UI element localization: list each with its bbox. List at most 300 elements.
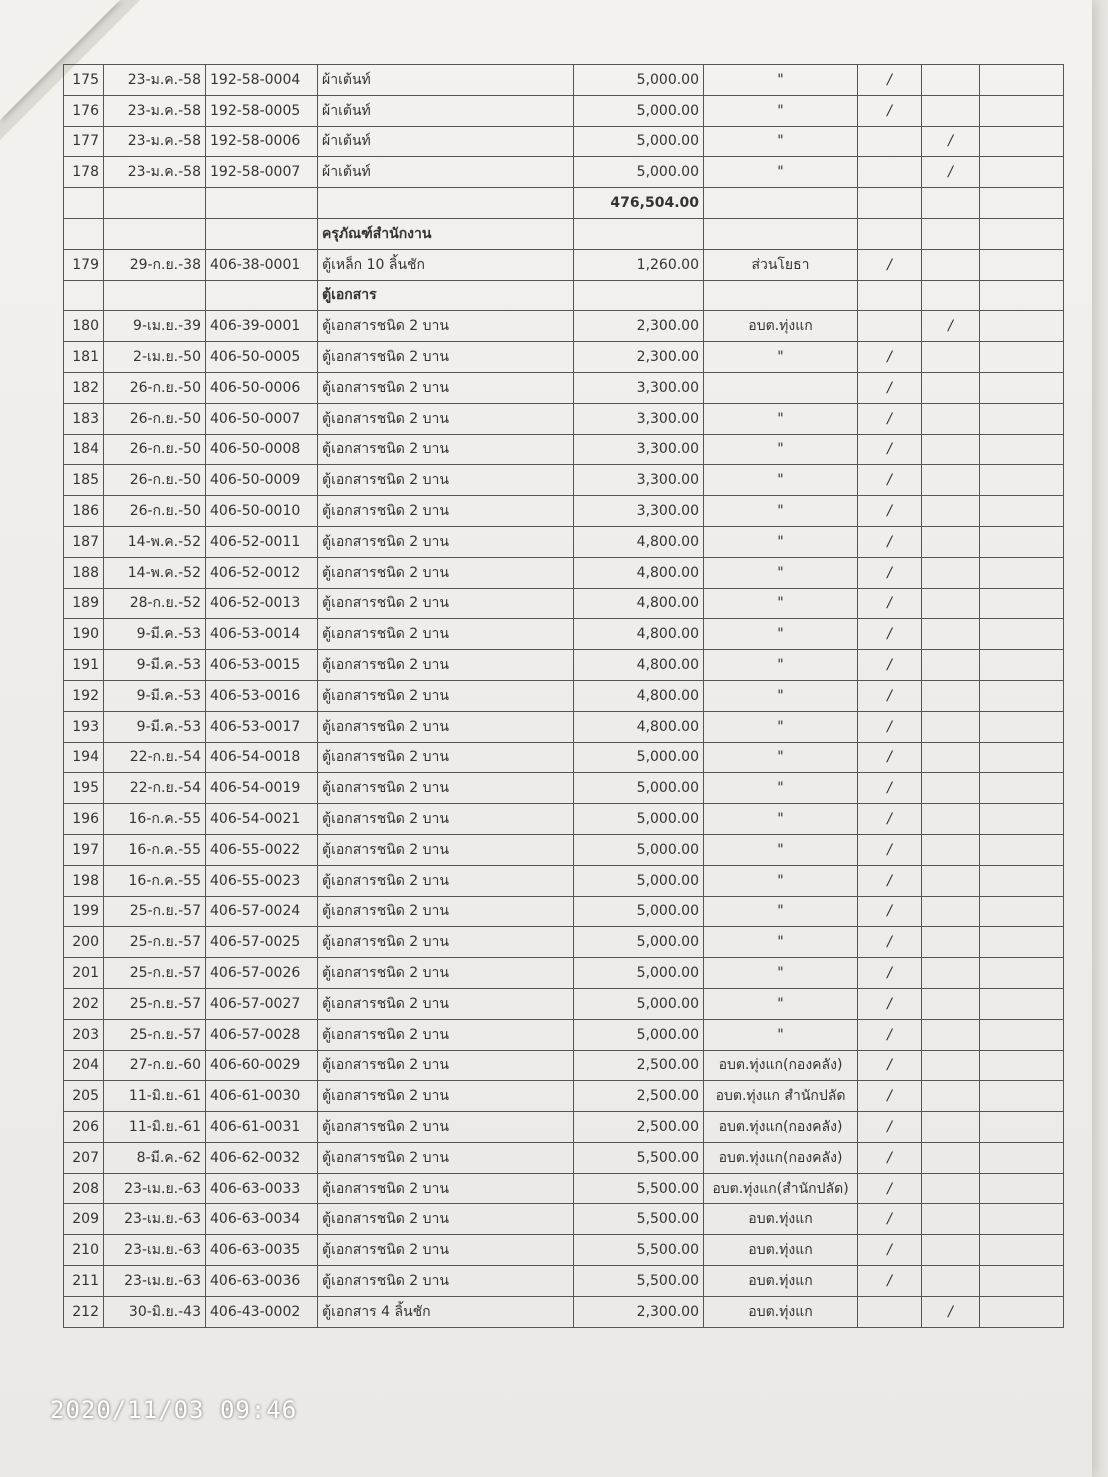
status-mark-cell-1 <box>858 126 922 157</box>
status-mark-cell-1: / <box>858 588 922 619</box>
status-mark-cell-1: / <box>858 680 922 711</box>
row-number-cell: 195 <box>64 773 104 804</box>
amount-cell: 5,000.00 <box>574 804 704 835</box>
table-row <box>64 988 1064 1019</box>
status-mark-cell-2 <box>922 865 980 896</box>
subtotal-row <box>64 188 1064 219</box>
row-number-cell <box>64 218 104 249</box>
status-mark-cell-1 <box>858 311 922 342</box>
row-number-cell: 175 <box>64 65 104 96</box>
row-number-cell: 207 <box>64 1142 104 1173</box>
item-name-cell: ตู้เอกสารชนิด 2 บาน <box>318 526 574 557</box>
status-mark-cell-1: / <box>858 650 922 681</box>
table-row <box>64 311 1064 342</box>
table-row <box>64 249 1064 280</box>
row-number-cell: 205 <box>64 1081 104 1112</box>
remarks-cell <box>980 342 1064 373</box>
remarks-cell <box>980 157 1064 188</box>
status-mark-cell-2 <box>922 188 980 219</box>
amount-cell: 4,800.00 <box>574 650 704 681</box>
remarks-cell <box>980 557 1064 588</box>
item-name-cell: ตู้เอกสารชนิด 2 บาน <box>318 434 574 465</box>
remarks-cell <box>980 680 1064 711</box>
amount-cell: 2,500.00 <box>574 1050 704 1081</box>
source-cell: " <box>704 711 858 742</box>
amount-cell: 2,500.00 <box>574 1112 704 1143</box>
source-cell: " <box>704 126 858 157</box>
source-cell <box>704 280 858 311</box>
source-cell: " <box>704 496 858 527</box>
asset-code-cell: 406-50-0005 <box>206 342 318 373</box>
item-name-cell: ตู้เอกสารชนิด 2 บาน <box>318 1142 574 1173</box>
row-number-cell: 206 <box>64 1112 104 1143</box>
item-name-cell: ตู้เอกสารชนิด 2 บาน <box>318 865 574 896</box>
remarks-cell <box>980 188 1064 219</box>
source-cell: " <box>704 1019 858 1050</box>
row-number-cell: 185 <box>64 465 104 496</box>
remarks-cell <box>980 95 1064 126</box>
remarks-cell <box>980 1112 1064 1143</box>
item-name-cell: ตู้เอกสารชนิด 2 บาน <box>318 403 574 434</box>
item-name-cell: ผ้าเต้นท์ <box>318 157 574 188</box>
table-row <box>64 1173 1064 1204</box>
status-mark-cell-2 <box>922 1019 980 1050</box>
status-mark-cell-2 <box>922 403 980 434</box>
status-mark-cell-2 <box>922 927 980 958</box>
source-cell: " <box>704 588 858 619</box>
source-cell <box>704 372 858 403</box>
status-mark-cell-2 <box>922 988 980 1019</box>
status-mark-cell-2 <box>922 496 980 527</box>
remarks-cell <box>980 742 1064 773</box>
item-name-cell: ตู้เอกสารชนิด 2 บาน <box>318 958 574 989</box>
date-cell: 25-ก.ย.-57 <box>104 1019 206 1050</box>
remarks-cell <box>980 1235 1064 1266</box>
amount-cell: 5,000.00 <box>574 773 704 804</box>
asset-code-cell: 406-53-0017 <box>206 711 318 742</box>
asset-code-cell: 406-43-0002 <box>206 1296 318 1327</box>
remarks-cell <box>980 526 1064 557</box>
remarks-cell <box>980 1173 1064 1204</box>
row-number-cell: 194 <box>64 742 104 773</box>
table-row <box>64 742 1064 773</box>
status-mark-cell-1: / <box>858 711 922 742</box>
row-number-cell: 183 <box>64 403 104 434</box>
table-row <box>64 65 1064 96</box>
amount-cell: 5,000.00 <box>574 126 704 157</box>
item-name-cell: ตู้เอกสารชนิด 2 บาน <box>318 496 574 527</box>
item-name-cell: ตู้เอกสารชนิด 2 บาน <box>318 1235 574 1266</box>
row-number-cell: 196 <box>64 804 104 835</box>
table-row <box>64 526 1064 557</box>
row-number-cell: 188 <box>64 557 104 588</box>
item-name-cell: ตู้เอกสารชนิด 2 บาน <box>318 557 574 588</box>
item-name-cell: ตู้เอกสารชนิด 2 บาน <box>318 619 574 650</box>
remarks-cell <box>980 650 1064 681</box>
asset-code-cell: 406-39-0001 <box>206 311 318 342</box>
date-cell: 23-ม.ค.-58 <box>104 157 206 188</box>
source-cell: " <box>704 927 858 958</box>
item-name-cell: ตู้เอกสารชนิด 2 บาน <box>318 742 574 773</box>
remarks-cell <box>980 249 1064 280</box>
item-name-cell: ผ้าเต้นท์ <box>318 95 574 126</box>
table-row <box>64 588 1064 619</box>
table-row <box>64 434 1064 465</box>
status-mark-cell-2 <box>922 218 980 249</box>
remarks-cell <box>980 865 1064 896</box>
date-cell: 11-มิ.ย.-61 <box>104 1112 206 1143</box>
row-number-cell: 190 <box>64 619 104 650</box>
asset-code-cell: 192-58-0004 <box>206 65 318 96</box>
row-number-cell: 210 <box>64 1235 104 1266</box>
asset-code-cell: 406-61-0030 <box>206 1081 318 1112</box>
source-cell: อบต.ทุ่งแก สำนักปลัด <box>704 1081 858 1112</box>
date-cell: 16-ก.ค.-55 <box>104 804 206 835</box>
asset-code-cell: 406-63-0034 <box>206 1204 318 1235</box>
item-name-cell <box>318 188 574 219</box>
remarks-cell <box>980 218 1064 249</box>
status-mark-cell-1: / <box>858 95 922 126</box>
row-number-cell: 203 <box>64 1019 104 1050</box>
asset-code-cell: 406-57-0027 <box>206 988 318 1019</box>
asset-code-cell: 192-58-0005 <box>206 95 318 126</box>
date-cell: 25-ก.ย.-57 <box>104 927 206 958</box>
status-mark-cell-1: / <box>858 465 922 496</box>
source-cell: " <box>704 65 858 96</box>
status-mark-cell-2 <box>922 372 980 403</box>
source-cell: " <box>704 465 858 496</box>
source-cell: " <box>704 619 858 650</box>
item-name-cell: ตู้เอกสารชนิด 2 บาน <box>318 927 574 958</box>
item-name-cell: ตู้เอกสารชนิด 2 บาน <box>318 896 574 927</box>
asset-code-cell: 192-58-0007 <box>206 157 318 188</box>
item-name-cell: ตู้เอกสารชนิด 2 บาน <box>318 1112 574 1143</box>
date-cell: 14-พ.ค.-52 <box>104 557 206 588</box>
row-number-cell: 186 <box>64 496 104 527</box>
status-mark-cell-1 <box>858 280 922 311</box>
source-cell: " <box>704 896 858 927</box>
source-cell: " <box>704 773 858 804</box>
row-number-cell: 189 <box>64 588 104 619</box>
amount-cell: 5,000.00 <box>574 865 704 896</box>
status-mark-cell-2: / <box>922 126 980 157</box>
status-mark-cell-1: / <box>858 1112 922 1143</box>
remarks-cell <box>980 280 1064 311</box>
table-row <box>64 1142 1064 1173</box>
item-name-cell: ผ้าเต้นท์ <box>318 126 574 157</box>
amount-cell <box>574 280 704 311</box>
amount-cell: 5,500.00 <box>574 1142 704 1173</box>
remarks-cell <box>980 311 1064 342</box>
status-mark-cell-1: / <box>858 742 922 773</box>
source-cell: อบต.ทุ่งแก(สำนักปลัด) <box>704 1173 858 1204</box>
date-cell: 14-พ.ค.-52 <box>104 526 206 557</box>
status-mark-cell-2 <box>922 342 980 373</box>
row-number-cell: 201 <box>64 958 104 989</box>
row-number-cell: 198 <box>64 865 104 896</box>
row-number-cell: 179 <box>64 249 104 280</box>
source-cell: อบต.ทุ่งแก <box>704 1266 858 1297</box>
table-row <box>64 157 1064 188</box>
remarks-cell <box>980 834 1064 865</box>
status-mark-cell-2 <box>922 1235 980 1266</box>
status-mark-cell-2: / <box>922 1296 980 1327</box>
asset-code-cell: 406-57-0025 <box>206 927 318 958</box>
amount-cell: 4,800.00 <box>574 711 704 742</box>
table-row <box>64 126 1064 157</box>
date-cell: 16-ก.ค.-55 <box>104 834 206 865</box>
date-cell: 22-ก.ย.-54 <box>104 773 206 804</box>
source-cell: " <box>704 988 858 1019</box>
table-row <box>64 650 1064 681</box>
date-cell: 9-มี.ค.-53 <box>104 650 206 681</box>
status-mark-cell-2 <box>922 1081 980 1112</box>
source-cell: " <box>704 403 858 434</box>
source-cell <box>704 188 858 219</box>
section-header-row <box>64 280 1064 311</box>
amount-cell: 5,000.00 <box>574 896 704 927</box>
asset-code-cell: 406-55-0022 <box>206 834 318 865</box>
item-name-cell: ตู้เอกสารชนิด 2 บาน <box>318 1266 574 1297</box>
asset-code-cell: 406-50-0010 <box>206 496 318 527</box>
status-mark-cell-2 <box>922 804 980 835</box>
item-name-cell: ครุภัณฑ์สำนักงาน <box>318 218 574 249</box>
status-mark-cell-1: / <box>858 619 922 650</box>
date-cell: 23-ม.ค.-58 <box>104 65 206 96</box>
amount-cell: 4,800.00 <box>574 526 704 557</box>
date-cell: 29-ก.ย.-38 <box>104 249 206 280</box>
remarks-cell <box>980 372 1064 403</box>
item-name-cell: ตู้เอกสารชนิด 2 บาน <box>318 834 574 865</box>
status-mark-cell-2 <box>922 1112 980 1143</box>
status-mark-cell-2 <box>922 896 980 927</box>
date-cell: 25-ก.ย.-57 <box>104 958 206 989</box>
date-cell: 9-มี.ค.-53 <box>104 680 206 711</box>
row-number-cell: 204 <box>64 1050 104 1081</box>
source-cell: " <box>704 342 858 373</box>
table-row <box>64 1019 1064 1050</box>
status-mark-cell-1: / <box>858 1173 922 1204</box>
asset-code-cell: 406-52-0013 <box>206 588 318 619</box>
source-cell: " <box>704 742 858 773</box>
amount-cell: 4,800.00 <box>574 557 704 588</box>
remarks-cell <box>980 496 1064 527</box>
table-row <box>64 496 1064 527</box>
date-cell: 26-ก.ย.-50 <box>104 465 206 496</box>
asset-code-cell: 406-38-0001 <box>206 249 318 280</box>
remarks-cell <box>980 1142 1064 1173</box>
status-mark-cell-1: / <box>858 773 922 804</box>
item-name-cell: ตู้เอกสาร 4 ลิ้นชัก <box>318 1296 574 1327</box>
date-cell <box>104 218 206 249</box>
status-mark-cell-2: / <box>922 311 980 342</box>
remarks-cell <box>980 1050 1064 1081</box>
item-name-cell: ผ้าเต้นท์ <box>318 65 574 96</box>
status-mark-cell-1: / <box>858 526 922 557</box>
amount-cell: 5,500.00 <box>574 1173 704 1204</box>
date-cell: 22-ก.ย.-54 <box>104 742 206 773</box>
remarks-cell <box>980 773 1064 804</box>
date-cell: 8-มี.ค.-62 <box>104 1142 206 1173</box>
row-number-cell: 180 <box>64 311 104 342</box>
status-mark-cell-2 <box>922 95 980 126</box>
amount-cell: 2,300.00 <box>574 342 704 373</box>
table-row <box>64 1081 1064 1112</box>
source-cell: " <box>704 865 858 896</box>
date-cell: 26-ก.ย.-50 <box>104 403 206 434</box>
remarks-cell <box>980 988 1064 1019</box>
source-cell: " <box>704 95 858 126</box>
table-row <box>64 619 1064 650</box>
remarks-cell <box>980 1204 1064 1235</box>
asset-code-cell: 406-53-0015 <box>206 650 318 681</box>
status-mark-cell-1: / <box>858 1204 922 1235</box>
table-row <box>64 1266 1064 1297</box>
source-cell: " <box>704 526 858 557</box>
table-row <box>64 1296 1064 1327</box>
table-row <box>64 557 1064 588</box>
amount-cell: 5,000.00 <box>574 65 704 96</box>
row-number-cell: 197 <box>64 834 104 865</box>
amount-cell: 5,000.00 <box>574 742 704 773</box>
date-cell: 11-มิ.ย.-61 <box>104 1081 206 1112</box>
item-name-cell: ตู้เอกสาร <box>318 280 574 311</box>
remarks-cell <box>980 1081 1064 1112</box>
table-row <box>64 1112 1064 1143</box>
photo-timestamp: 2020/11/03 09:46 <box>50 1396 298 1424</box>
row-number-cell: 211 <box>64 1266 104 1297</box>
remarks-cell <box>980 896 1064 927</box>
status-mark-cell-2 <box>922 773 980 804</box>
remarks-cell <box>980 804 1064 835</box>
status-mark-cell-1: / <box>858 927 922 958</box>
status-mark-cell-2 <box>922 249 980 280</box>
row-number-cell: 199 <box>64 896 104 927</box>
table-row <box>64 896 1064 927</box>
table-row <box>64 95 1064 126</box>
status-mark-cell-2 <box>922 650 980 681</box>
asset-code-cell: 406-57-0026 <box>206 958 318 989</box>
date-cell: 23-เม.ย.-63 <box>104 1204 206 1235</box>
table-row <box>64 342 1064 373</box>
amount-cell: 5,000.00 <box>574 927 704 958</box>
remarks-cell <box>980 126 1064 157</box>
table-row <box>64 1235 1064 1266</box>
asset-code-cell <box>206 280 318 311</box>
source-cell: " <box>704 157 858 188</box>
status-mark-cell-2 <box>922 588 980 619</box>
date-cell: 9-มี.ค.-53 <box>104 711 206 742</box>
table-row <box>64 1050 1064 1081</box>
status-mark-cell-1: / <box>858 834 922 865</box>
date-cell: 25-ก.ย.-57 <box>104 896 206 927</box>
item-name-cell: ตู้เหล็ก 10 ลิ้นชัก <box>318 249 574 280</box>
amount-cell: 5,000.00 <box>574 157 704 188</box>
status-mark-cell-1: / <box>858 1019 922 1050</box>
row-number-cell: 177 <box>64 126 104 157</box>
item-name-cell: ตู้เอกสารชนิด 2 บาน <box>318 1173 574 1204</box>
status-mark-cell-1: / <box>858 372 922 403</box>
source-cell: " <box>704 650 858 681</box>
asset-code-cell: 406-63-0036 <box>206 1266 318 1297</box>
table-row <box>64 773 1064 804</box>
source-cell: " <box>704 834 858 865</box>
asset-code-cell: 406-52-0011 <box>206 526 318 557</box>
status-mark-cell-1 <box>858 188 922 219</box>
date-cell: 2-เม.ย.-50 <box>104 342 206 373</box>
asset-code-cell: 406-63-0033 <box>206 1173 318 1204</box>
asset-code-cell: 406-60-0029 <box>206 1050 318 1081</box>
remarks-cell <box>980 711 1064 742</box>
remarks-cell <box>980 927 1064 958</box>
table-row <box>64 958 1064 989</box>
status-mark-cell-1 <box>858 157 922 188</box>
status-mark-cell-2 <box>922 1204 980 1235</box>
item-name-cell: ตู้เอกสารชนิด 2 บาน <box>318 711 574 742</box>
asset-code-cell: 406-52-0012 <box>206 557 318 588</box>
date-cell: 28-ก.ย.-52 <box>104 588 206 619</box>
status-mark-cell-1: / <box>858 342 922 373</box>
source-cell: อบต.ทุ่งแก <box>704 1296 858 1327</box>
source-cell: " <box>704 958 858 989</box>
source-cell: " <box>704 804 858 835</box>
row-number-cell: 208 <box>64 1173 104 1204</box>
table-row <box>64 865 1064 896</box>
row-number-cell: 212 <box>64 1296 104 1327</box>
status-mark-cell-2 <box>922 680 980 711</box>
amount-cell: 3,300.00 <box>574 403 704 434</box>
remarks-cell <box>980 1019 1064 1050</box>
amount-cell: 4,800.00 <box>574 619 704 650</box>
amount-cell: 1,260.00 <box>574 249 704 280</box>
source-cell: อบต.ทุ่งแก <box>704 1204 858 1235</box>
status-mark-cell-1: / <box>858 249 922 280</box>
asset-code-cell <box>206 188 318 219</box>
status-mark-cell-1: / <box>858 403 922 434</box>
amount-cell <box>574 218 704 249</box>
status-mark-cell-1: / <box>858 865 922 896</box>
status-mark-cell-2 <box>922 742 980 773</box>
item-name-cell: ตู้เอกสารชนิด 2 บาน <box>318 1204 574 1235</box>
row-number-cell: 193 <box>64 711 104 742</box>
asset-code-cell: 406-53-0016 <box>206 680 318 711</box>
status-mark-cell-1: / <box>858 1266 922 1297</box>
amount-cell: 5,000.00 <box>574 988 704 1019</box>
amount-cell: 4,800.00 <box>574 588 704 619</box>
status-mark-cell-1: / <box>858 958 922 989</box>
item-name-cell: ตู้เอกสารชนิด 2 บาน <box>318 588 574 619</box>
table-row <box>64 834 1064 865</box>
asset-code-cell: 406-61-0031 <box>206 1112 318 1143</box>
row-number-cell: 184 <box>64 434 104 465</box>
status-mark-cell-1: / <box>858 804 922 835</box>
status-mark-cell-2 <box>922 1266 980 1297</box>
table-row <box>64 403 1064 434</box>
date-cell: 23-ม.ค.-58 <box>104 95 206 126</box>
date-cell: 23-เม.ย.-63 <box>104 1235 206 1266</box>
amount-cell: 5,000.00 <box>574 834 704 865</box>
asset-code-cell: 406-50-0006 <box>206 372 318 403</box>
status-mark-cell-1: / <box>858 1235 922 1266</box>
source-cell: ส่วนโยธา <box>704 249 858 280</box>
remarks-cell <box>980 619 1064 650</box>
status-mark-cell-2 <box>922 280 980 311</box>
item-name-cell: ตู้เอกสารชนิด 2 บาน <box>318 650 574 681</box>
status-mark-cell-2 <box>922 1142 980 1173</box>
asset-code-cell: 192-58-0006 <box>206 126 318 157</box>
amount-cell: 476,504.00 <box>574 188 704 219</box>
asset-code-cell: 406-63-0035 <box>206 1235 318 1266</box>
